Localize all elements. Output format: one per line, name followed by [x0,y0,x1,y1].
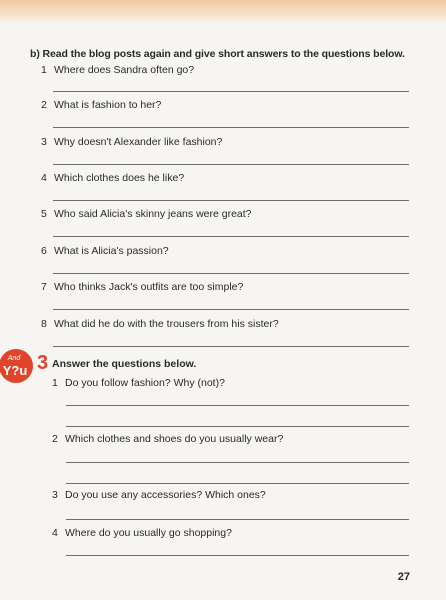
answer-line[interactable] [53,309,409,310]
question-3-3 [52,489,266,501]
question-b4 [41,172,184,184]
answer-line[interactable] [53,346,409,347]
question-text: Do you use any accessories? Which ones? [65,489,266,501]
question-number: 7 [41,281,47,293]
question-number: 2 [52,433,58,445]
answer-line[interactable] [53,200,409,201]
question-text: Where does Sandra often go? [54,64,195,76]
question-number: 3 [52,489,58,501]
question-text: Who said Alicia's skinny jeans were great? [54,208,252,220]
question-b1 [41,64,194,76]
question-text: Who thinks Jack's outfits are too simple? [54,281,244,293]
answer-line[interactable] [66,483,409,484]
question-number: 5 [41,208,47,220]
question-text: Why doesn't Alexander like fashion? [54,136,223,148]
answer-line[interactable] [66,426,409,427]
badge-main-text: Y?u [2,363,28,378]
answer-line[interactable] [66,555,409,556]
question-number: 2 [41,99,47,111]
badge-top-text: And [7,355,21,362]
question-b3 [41,136,222,148]
question-3-1 [52,377,225,389]
answer-line[interactable] [66,405,409,406]
question-text: What did he do with the trousers from his sister? [54,318,279,330]
question-number: 8 [41,318,47,330]
question-number: 3 [41,136,47,148]
answer-line[interactable] [53,273,409,274]
exercise-number: 3 [37,352,49,374]
question-text: Which clothes and shoes do you usually wear? [65,433,284,445]
question-text: Where do you usually go shopping? [65,527,232,539]
question-text: Which clothes does he like? [54,172,185,184]
page-number: 27 [397,571,410,583]
question-number: 1 [52,377,58,389]
answer-line[interactable] [66,462,409,463]
exercise-heading: Answer the questions below. [52,358,197,370]
question-b7 [41,281,243,293]
question-number: 4 [41,172,47,184]
question-3-2 [52,433,283,445]
answer-line[interactable] [53,91,409,92]
answer-line[interactable] [66,519,409,520]
question-3-4 [52,527,232,539]
question-text: Do you follow fashion? Why (not)? [65,377,225,389]
question-b8 [41,318,279,330]
question-number: 1 [41,64,47,76]
question-b2 [41,99,161,111]
question-number: 6 [41,245,47,257]
question-b6 [41,245,169,257]
answer-line[interactable] [53,164,409,165]
and-you-badge-icon [0,348,36,384]
question-text: What is Alicia's passion? [54,245,169,257]
question-number: 4 [52,527,58,539]
page-top-band [0,0,446,24]
answer-line[interactable] [53,127,409,128]
section-b-heading: b) Read the blog posts again and give short answers to the questions below. [30,48,405,60]
question-b5 [41,208,252,220]
answer-line[interactable] [53,236,409,237]
question-text: What is fashion to her? [54,99,162,111]
